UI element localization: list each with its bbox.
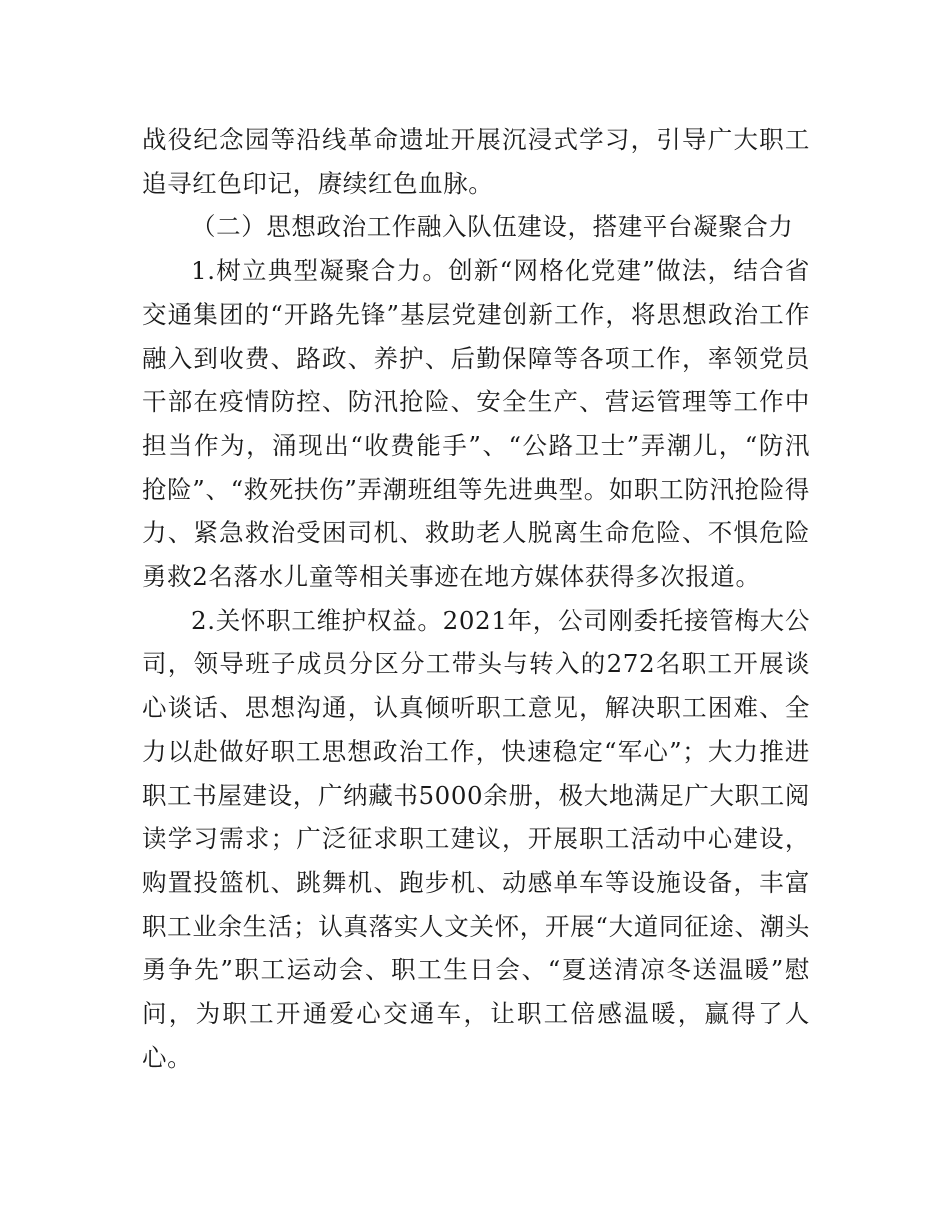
- paragraph-item-1: 1.树立典型凝聚合力。创新“网格化党建”做法，结合省交通集团的“开路先锋”基层党建创新工作，将思想政治工作融入到收费、路政、养护、后勤保障等各项工作，率领党员干部在疫情防控、防汛抢险、安全生产、营运管理等工作中担当作为，涌现出“收费能手”、“公路卫士”弄潮儿，“防汛抢险”、“救死扶伤”弄潮班组等先进典型。如职工防汛抢险得力、紧急救治受困司机、救助老人脱离生命危险、不惧危险勇救2名落水儿童等相关事迹在地方媒体获得多次报道。: [142, 256, 810, 592]
- document-page: [142, 118, 810, 1079]
- paragraph-item-2: 2.关怀职工维护权益。2021年，公司刚委托接管梅大公司，领导班子成员分区分工带头与转入的272名职工开展谈心谈话、思想沟通，认真倾听职工意见，解决职工困难、全力以赴做好职工思想政治工作，快速稳定“军心”；大力推进职工书屋建设，广纳藏书5000余册，极大地满足广大职工阅读学习需求；广泛征求职工建议，开展职工活动中心建设，购置投篮机、跳舞机、跑步机、动感单车等设施设备，丰富职工业余生活；认真落实人文关怀，开展“大道同征途、潮头勇争先”职工运动会、职工生日会、“夏送清凉冬送温暖”慰问，为职工开通爱心交通车，让职工倍感温暖，赢得了人心。: [142, 605, 810, 1072]
- section-heading: （二）思想政治工作融入队伍建设，搭建平台凝聚合力: [191, 212, 794, 242]
- paragraph-continuation: 战役纪念园等沿线革命遗址开展沉浸式学习，引导广大职工追寻红色印记，赓续红色血脉。: [142, 125, 810, 198]
